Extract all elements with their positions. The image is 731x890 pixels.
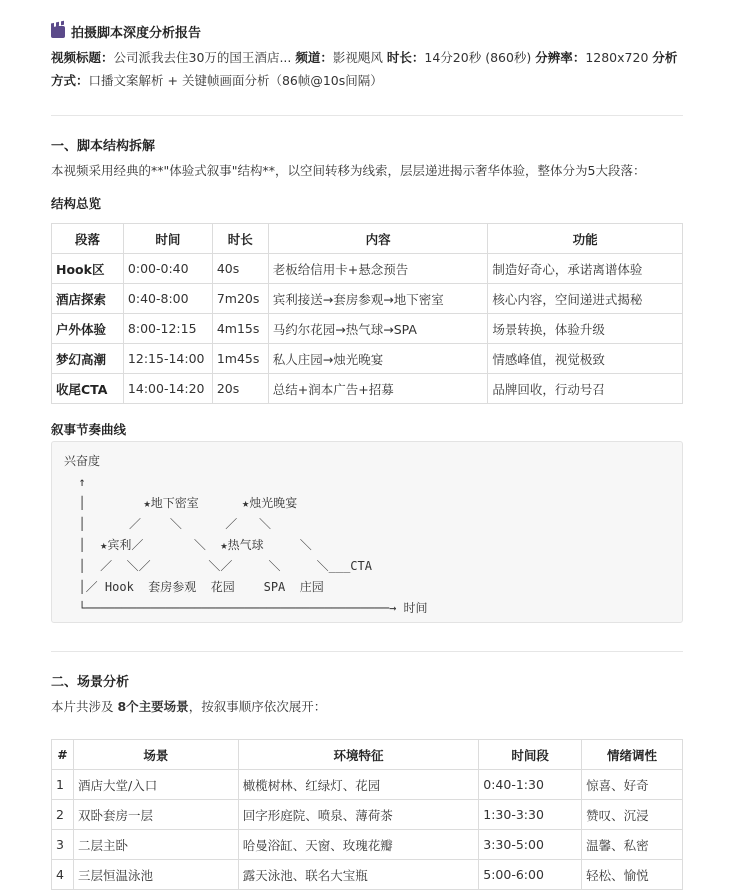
table-cell: 露天泳池、联名大宝瓶 [238,860,479,890]
table-cell: 品牌回收，行动号召 [488,374,683,404]
table-row [52,254,683,284]
code-line: 兴奋度 [64,454,101,468]
table-cell: 私人庄园→烛光晚宴 [268,344,488,374]
table-cell: 7m20s [212,284,268,314]
column-header: 场景 [73,740,238,770]
table-cell: 总结+润本广告+招募 [268,374,488,404]
rhythm-curve-code-block [51,441,683,623]
table-cell: 赞叹、沉浸 [582,800,683,830]
subsection-heading: 结构总览 [51,196,102,211]
table-cell: 宾利接送→套房参观→地下密室 [268,284,488,314]
table-cell: 40s [212,254,268,284]
column-header: 功能 [488,224,683,254]
table-cell: 惊喜、好奇 [582,770,683,800]
video-meta: 视频标题：公司派我去住30万的国王酒店... 频道：影视飓风 时长：14分20秒 (860秒) 分辨率：1280x720 分析方式：口播文案解析 + 关键帧画面分析（86帧@10s间隔） [51,50,678,88]
table-cell: 1 [52,770,74,800]
divider [51,651,683,652]
code-line: ↑ [64,475,86,489]
table-row [52,344,683,374]
table-cell: 1m45s [212,344,268,374]
table-cell: 0:40-8:00 [123,284,212,314]
table-cell: 4m15s [212,314,268,344]
table-cell: 酒店大堂/入口 [73,770,238,800]
structure-table [51,223,683,404]
table-cell: 回字形庭院、喷泉、薄荷茶 [238,800,479,830]
table-cell: 双卧套房一层 [73,800,238,830]
table-cell: 0:40-1:30 [479,770,582,800]
table-cell: 老板给信用卡+悬念预告 [268,254,488,284]
table-cell: 0:00-0:40 [123,254,212,284]
table-cell: 20s [212,374,268,404]
code-line: │ ★宾利／ ＼ ★热气球 ＼ [64,538,312,552]
table-cell: 哈曼浴缸、天窗、玫瑰花瓣 [238,830,479,860]
code-line: │ ★地下密室 ★烛光晚宴 [64,496,298,510]
code-line: │ ／ ＼／ ＼／ ＼ ＼___CTA [64,559,372,573]
column-header: 情绪调性 [582,740,683,770]
section-intro: 本视频采用经典的**"体验式叙事"结构**，以空间转移为线索，层层递进揭示奢华体验，整体分为5大段落： [51,163,646,178]
table-cell: 4 [52,860,74,890]
table-cell: 8:00-12:15 [123,314,212,344]
table-cell: 5:00-6:00 [479,860,582,890]
table-cell: 1:30-3:30 [479,800,582,830]
table-row [52,284,683,314]
table-cell: 收尾CTA [52,374,124,404]
code-line: │／ Hook 套房参观 花园 SPA 庄园 [64,580,324,594]
code-line: │ ／ ＼ ／ ＼ [64,517,271,531]
table-cell: 3 [52,830,74,860]
scene-table [51,739,683,890]
table-cell: 制造好奇心，承诺离谱体验 [488,254,683,284]
table-row [52,860,683,890]
table-row [52,800,683,830]
table-cell: 12:15-14:00 [123,344,212,374]
table-cell: 核心内容，空间递进式揭秘 [488,284,683,314]
column-header: 环境特征 [238,740,479,770]
column-header: 时间 [123,224,212,254]
table-cell: 户外体验 [52,314,124,344]
table-cell: 马约尔花园→热气球→SPA [268,314,488,344]
table-header-row [52,740,683,770]
table-cell: 3:30-5:00 [479,830,582,860]
table-cell: 梦幻高潮 [52,344,124,374]
divider [51,115,683,116]
table-cell: 情感峰值，视觉极致 [488,344,683,374]
section-intro: 本片共涉及 8个主要场景，按叙事顺序依次展开： [51,699,327,714]
table-row [52,770,683,800]
table-cell: 温馨、私密 [582,830,683,860]
table-cell: 二层主卧 [73,830,238,860]
column-header: 段落 [52,224,124,254]
column-header: 时间段 [479,740,582,770]
section-heading: 二、场景分析 [51,675,130,690]
subsection-heading: 叙事节奏曲线 [51,422,127,437]
table-cell: 橄榄树林、红绿灯、花园 [238,770,479,800]
section-heading: 一、脚本结构拆解 [51,139,156,154]
column-header: 内容 [268,224,488,254]
code-line: └──────────────────────────────────────────→ 时间 [64,601,428,615]
table-row [52,830,683,860]
clapperboard-icon [51,26,65,38]
report-title: 拍摄脚本深度分析报告 [51,22,201,41]
table-cell: 酒店探索 [52,284,124,314]
table-cell: 2 [52,800,74,830]
table-cell: Hook区 [52,254,124,284]
table-cell: 场景转换，体验升级 [488,314,683,344]
column-header: # [52,740,74,770]
table-header-row [52,224,683,254]
table-cell: 14:00-14:20 [123,374,212,404]
table-cell: 轻松、愉悦 [582,860,683,890]
table-row [52,314,683,344]
column-header: 时长 [212,224,268,254]
table-cell: 三层恒温泳池 [73,860,238,890]
table-row [52,374,683,404]
